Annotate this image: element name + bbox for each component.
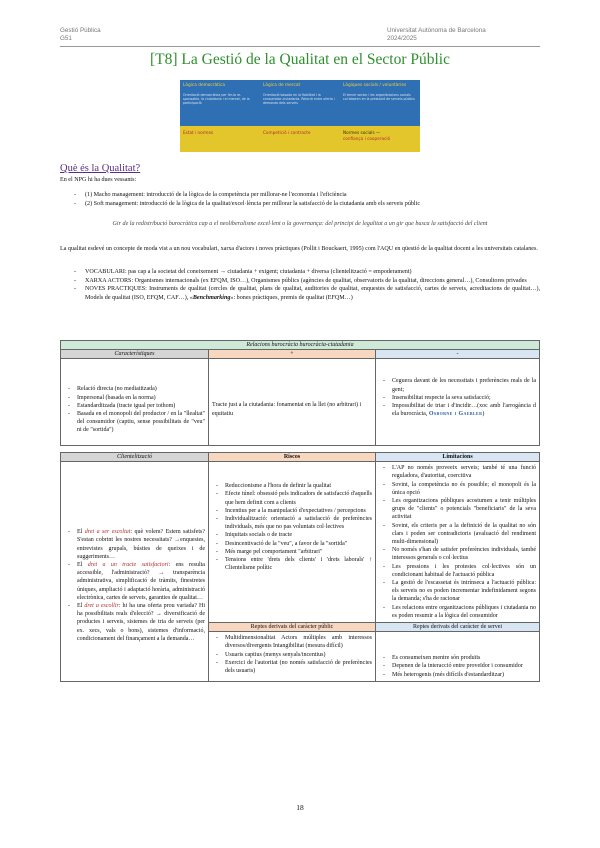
list-item: - Les pressions i les protestes col·lectives són un condicionant habitual de l'actuació pública bbox=[379, 563, 536, 579]
subheader-public: Reptes derivats del caràcter públic bbox=[209, 623, 376, 632]
concept-text: »: bones pràctiques, premis de qualitat (EFQM…) bbox=[230, 294, 353, 301]
header-university: Universitat Autònoma de Barcelona bbox=[387, 27, 486, 34]
concepts-list bbox=[60, 268, 540, 302]
header-left bbox=[60, 27, 101, 43]
right-term: dret a ser escoltat bbox=[84, 529, 131, 536]
list-item: - Relació directa (no mediatitzada) bbox=[64, 385, 205, 393]
list-item: - (1) Macho management: introducció de la lògica de la competència per millorar-ne l'economia i l'eficiència bbox=[60, 191, 540, 200]
risks-cell bbox=[209, 462, 376, 623]
header-divider bbox=[60, 46, 540, 47]
list-item: - Estandarditzada (tracte igual per tothom) bbox=[64, 402, 205, 410]
list-item: - Les organitzacions públiques acostumen a tenir múltiples grups de "clients" o potencials "beneficiaris" de la seva activitat bbox=[379, 497, 536, 522]
figure-bottom-state bbox=[180, 126, 260, 152]
intro-text: En el NPG hi ha dues vessants: bbox=[60, 177, 137, 183]
list-item bbox=[60, 277, 540, 286]
figure-col-market bbox=[260, 80, 340, 126]
table-header-risks: Riscos bbox=[209, 453, 376, 462]
list-item: - Tensions entre 'drets dels clients' i 'drets laborals' ↑ Clientelisme polític bbox=[212, 556, 372, 572]
figure-col-heading: Lògiques socials / voluntàries bbox=[343, 83, 407, 88]
relations-table bbox=[60, 340, 540, 446]
table-header-characteristics: Característiques bbox=[61, 350, 209, 359]
table-header-plus: + bbox=[209, 350, 376, 359]
concept-text: : Instruments de qualitat (cercles de qualitat, plans de qualitat, auditories de qualitat, enquestes de satisfacció, cartes de serveis, acreditacions de qualitat…), Models de qualitat (ISO, EFQM, CAF…), « bbox=[85, 286, 541, 301]
limits-cell bbox=[376, 462, 540, 623]
subheader-service: Reptes derivats del caràcter de servei bbox=[376, 623, 540, 632]
header-subject: Gestió Pública bbox=[60, 27, 101, 34]
figure-col-text: El tercer sector i les organitzacions socials col·laboren en la prestació de serveis públics bbox=[343, 93, 415, 102]
page-title: [T8] La Gestió de la Qualitat en el Sector Públic bbox=[149, 51, 450, 68]
list-item: - Més marge pel comportament "arbitrari" bbox=[212, 548, 372, 556]
list-item: - Desincentivació de la "veu", a favor de la "sortida" bbox=[212, 540, 372, 548]
right-term: dret a un tracte satisfactori bbox=[87, 562, 169, 569]
list-item: - Individualització: orientació a satisfacció de preferències individuals, més que no pas voluntats col·lectives bbox=[212, 515, 372, 531]
list-item: - (2) Soft management: introducció de la lògica de la qualitat/excel·lència per millorar la satisfacció de la ciutadania amb els serveis públic bbox=[60, 200, 540, 209]
list-item: - La gestió de l'escassetat és intrínseca a l'actuació pública: els serveis no es poden incrementar indefinidament segons la demanda; s'ha de racionar bbox=[379, 579, 536, 604]
citation: Osborne i Gaebler bbox=[428, 411, 483, 418]
table-caption: Relacions burocràcia burocràcia-ciutadania bbox=[61, 341, 540, 350]
item-prefix: El bbox=[77, 562, 88, 569]
clientelization-cell bbox=[61, 462, 209, 682]
characteristics-cell bbox=[61, 359, 209, 445]
list-item: - Sovint, la competència no és possible; el monopoli és la única opció bbox=[379, 481, 536, 497]
quote: Gir de la redistribució burocràtica cap a el neoliberalisme excel·lent o la governança: del principi de legalitat a un gir que busca la satisfacció del client bbox=[112, 221, 488, 227]
list-item: - Exercici de l'autoritat (no només satisfacció de preferències dels usuaris) bbox=[212, 659, 372, 675]
figure-bottom-label: Competició i contracte bbox=[263, 130, 311, 135]
concept-label: NOVES PRACTIQUES bbox=[85, 286, 146, 293]
benchmarking-term: Benchmarking bbox=[192, 294, 231, 301]
list-item: - Insensibilitat respecte la seva satisfacció; bbox=[379, 394, 536, 402]
logics-figure bbox=[180, 80, 420, 152]
list-item: - Efecte túnel: obsessió pels indicadors de satisfacció d'aquells que hem definit com a clients bbox=[212, 490, 372, 506]
concept-label: VOCABULARI bbox=[85, 269, 125, 275]
table-header-minus: - bbox=[376, 350, 540, 359]
table-header-limits: Limitacions bbox=[376, 453, 540, 462]
figure-col-social bbox=[340, 80, 420, 126]
minus-end: ) bbox=[482, 411, 485, 418]
figure-col-heading: Lògica de mercat bbox=[263, 83, 301, 88]
list-item bbox=[60, 268, 540, 277]
list-item bbox=[64, 561, 205, 602]
list-item bbox=[60, 285, 540, 302]
figure-col-democratic bbox=[180, 80, 260, 126]
list-item: - Depenen de la interacció entre proveïdor i consumidor bbox=[379, 662, 536, 670]
list-item: - Ceguera davant de les necessitats i preferències reals de la gent; bbox=[379, 377, 536, 393]
list-item: - L'AP no només proveeix serveis; també té una funció reguladora, d'autoritat, coercitiva bbox=[379, 464, 536, 480]
list-item: - Multidimensionalitat Actors múltiples amb interessos diversos/divergents Intangibilitat (mesura difícil) bbox=[212, 634, 372, 650]
figure-bottom-social bbox=[340, 126, 420, 152]
list-item bbox=[64, 602, 205, 643]
list-item: - Basada en el monopoli del productor / en la "llealtat" del consumidor (captiu, sense possibilitats de "veu" ni de "sortida") bbox=[64, 410, 205, 435]
concept-text: : Organismes internacionals (ex EFQM, ISO…), Organismes públics (agències de qualitat, observatoris de la qualitat, direccions general…), Consultores privades bbox=[131, 277, 527, 284]
figure-col-text: Orientació democràtica per fer-la re-sponsable, la ciutadania i el mercat, de la participació bbox=[183, 93, 250, 106]
item-text: : ens resulta accessible, l'administració? → transparència administrativa, simplificació de tràmits, finestretes úniques, ampliació i adaptació horària, administració electrònica, cartes de serveis, garanties de qualitat… bbox=[77, 562, 205, 601]
item-text: : hi ha una oferta prou variada? Hi ha possibilitats reals d'elecció? → diversificació de productes i serveis, sistemes de tria de serveis (per ex. xecs, vals o bons), sistemes d'informació, condicionament del finançament a la demanda… bbox=[77, 603, 205, 642]
right-term: dret a escollir bbox=[84, 603, 119, 610]
list-item: - Es consumeixen mentre són produïts bbox=[379, 654, 536, 662]
vessants-list bbox=[60, 191, 540, 208]
concept-text: : pas cap a la societat del coneixement → ciutadania + exigent; ciutadania + diversa (clientelització = empoderament) bbox=[124, 269, 412, 275]
figure-bottom-label: Estat i normes bbox=[183, 130, 214, 135]
list-item: - Iniquitats socials o de tracte bbox=[212, 531, 372, 539]
list-item: - Reduccionisme a l'hora de definir la qualitat bbox=[212, 482, 372, 490]
concept-label: XARXA ACTORS bbox=[85, 277, 132, 284]
list-item: - No només s'han de satisfer preferències individuals, també interessos generals o col·lectius bbox=[379, 546, 536, 562]
figure-col-text: Orientació basada en la fiabilitat i la consumidor-ciutadania. Relació entre oferta i demanda dels serveis bbox=[263, 93, 335, 106]
service-challenges-cell bbox=[376, 632, 540, 682]
page-number: 18 bbox=[296, 803, 304, 812]
minus-text: Impossibilitat de triar i d'incidir…(xoc amb l'arrogància d ela burocràcia, bbox=[392, 403, 536, 418]
header-year: 2024/2025 bbox=[387, 35, 417, 42]
minus-cell bbox=[376, 359, 540, 445]
section-heading: Què és la Qualitat? bbox=[60, 163, 141, 174]
list-item: - Usuaris captius (menys senyals/incentius) bbox=[212, 651, 372, 659]
public-challenges-cell bbox=[209, 632, 376, 682]
plus-cell bbox=[209, 359, 376, 445]
list-item bbox=[64, 528, 205, 561]
item-prefix: El bbox=[77, 603, 85, 610]
list-item bbox=[379, 402, 536, 418]
header-right bbox=[387, 27, 486, 43]
figure-bottom-label: confiança i cooperació bbox=[343, 136, 391, 141]
plus-text: Tracte just a la ciutadania: fonamentat en la llei (no arbitrari) i equitatiu bbox=[212, 402, 362, 417]
list-item: - Sovint, els criteris per a la definició de la qualitat no són clars i poden ser contradictoris (avaluació del rendiment multi-dimensional) bbox=[379, 522, 536, 547]
list-item: - Les relacions entre organitzacions públiques i ciutadania no es poden resumir a la lògica del consumidor bbox=[379, 604, 536, 620]
header-group: G51 bbox=[60, 35, 72, 42]
quality-paragraph: La qualitat esdevé un concepte de moda vist a un nou vocabulari, xarxa d'actors i noves pràctiques (Pollit i Bouckaert, 1995) com l'AQU en qüestió de la qualitat docent a les universitats catalanes. bbox=[60, 246, 538, 252]
list-item: - Incentius per a la manipulació d'expectatives / percepcions bbox=[212, 507, 372, 515]
table-header-clientelization: Clientelització bbox=[61, 453, 209, 462]
figure-bottom-label: Normes socials — bbox=[343, 130, 381, 135]
clientelization-table bbox=[60, 452, 540, 682]
figure-bottom-competition bbox=[260, 126, 340, 152]
figure-col-heading: Lògica democràtica bbox=[183, 83, 226, 88]
list-item: - Impersonal (basada en la norma) bbox=[64, 394, 205, 402]
list-item: - Més heterogenis (més difícils d'estandarditzar) bbox=[379, 671, 536, 679]
item-prefix: El bbox=[77, 529, 85, 536]
item-text: : què volem? Estem satisfets? S'estan cobrint les nostres necessitats? →enquestes, entrevistes grupals, bústies de queixes i de suggeriments… bbox=[77, 529, 206, 560]
